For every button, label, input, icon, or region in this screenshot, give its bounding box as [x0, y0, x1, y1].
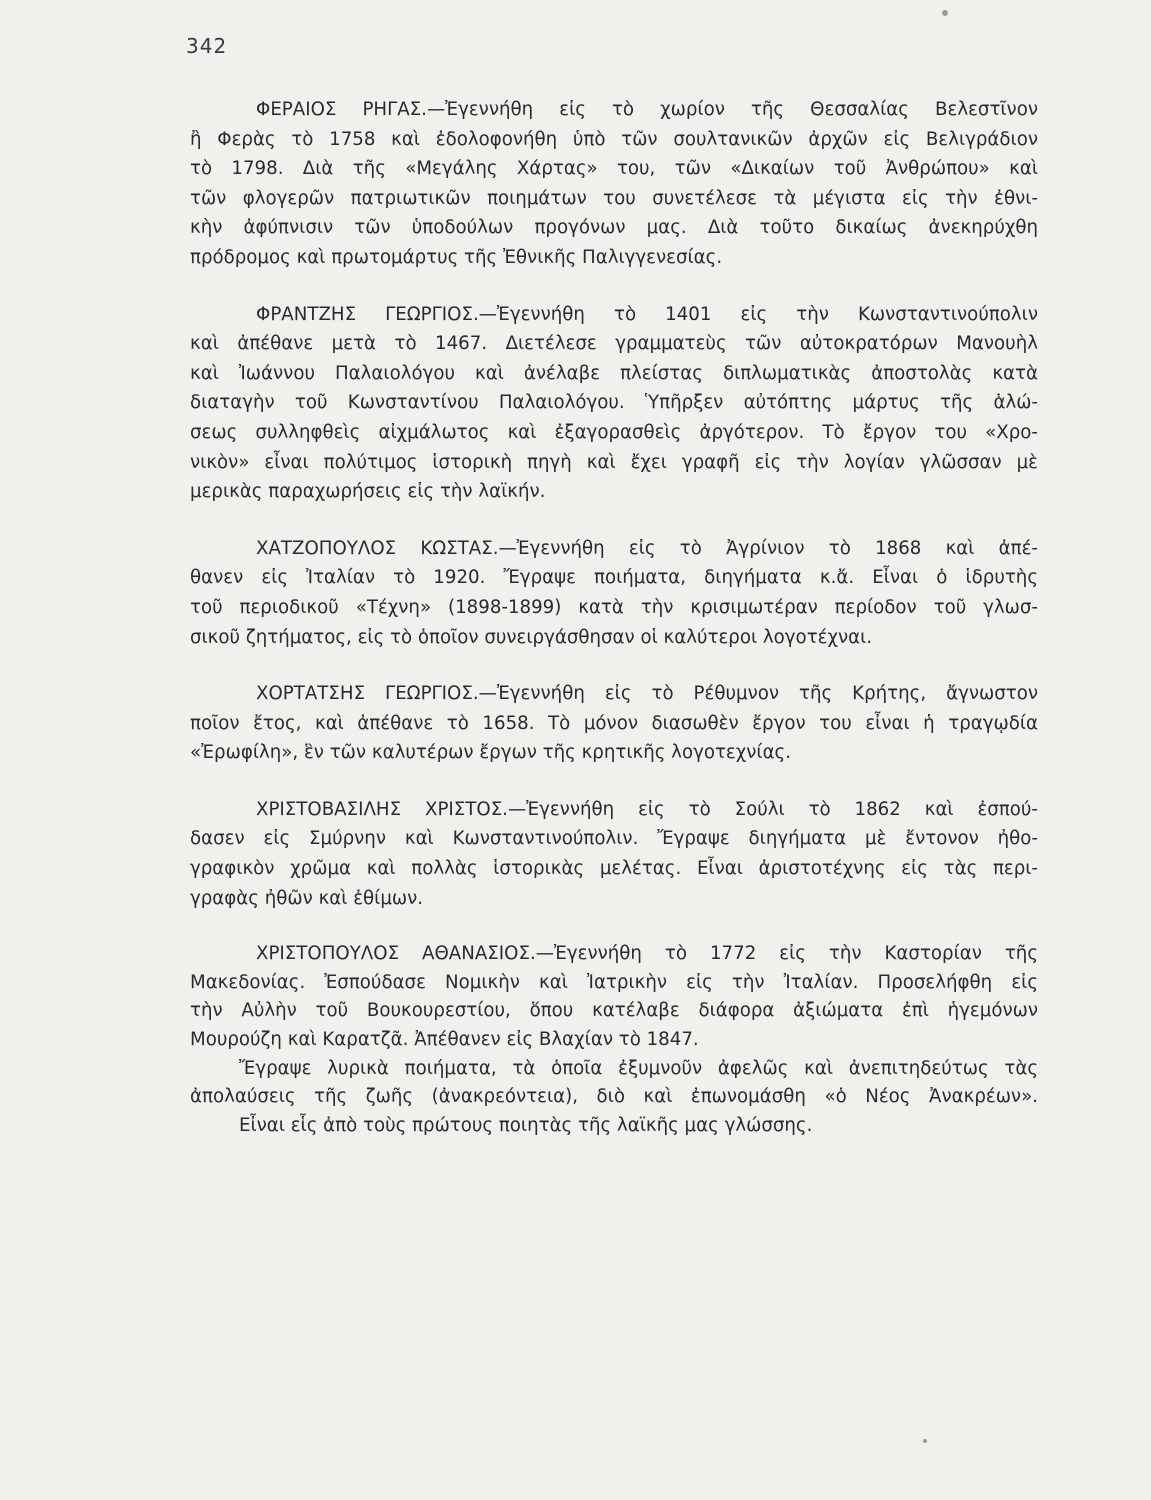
entry-line: τῶν φλογερῶν πατριωτικῶν ποιημάτων του συνετέλεσε τὰ μέγιστα εἰς τὴν ἐθνι-	[190, 187, 1038, 209]
entry-chortatsis-georgios	[190, 679, 1038, 768]
entry-line: τὸ 1798. Διὰ τῆς «Μεγάλης Χάρτας» του, τῶν «Δικαίων τοῦ Ἀνθρώπου» καὶ	[190, 158, 1038, 180]
entry-line: διαταγὴν τοῦ Κωνσταντίνου Παλαιολόγου. Ὑπῆρξεν αὐτόπτης μάρτυς τῆς ἁλώ-	[190, 392, 1038, 414]
entry-line: ἢ Φερὰς τὸ 1758 καὶ ἐδολοφονήθη ὑπὸ τῶν σουλτανικῶν ἀρχῶν εἰς Βελιγράδιον	[190, 128, 1038, 150]
entry-line: κὴν ἀφύπνισιν τῶν ὑποδούλων προγόνων μας. Διὰ τοῦτο δικαίως ἀνεκηρύχθη	[190, 217, 1038, 239]
glossary-entries	[190, 95, 1038, 1140]
entry-line: ΧΡΙΣΤΟΒΑΣΙΛΗΣ ΧΡΙΣΤΟΣ.—Ἐγεννήθη εἰς τὸ Σούλι τὸ 1862 καὶ ἐσπού-	[256, 798, 1038, 820]
entry-line: ἀπολαύσεις τῆς ζωῆς (ἀνακρεόντεια), διὸ καὶ ἐπωνομάσθη «ὁ Νέος Ἀνακρέων».	[190, 1086, 1038, 1108]
entry-line: δασεν εἰς Σμύρνην καὶ Κωνσταντινούπολιν. Ἔγραψε διηγήματα μὲ ἔντονον ἠθο-	[190, 828, 1038, 850]
entry-line: ΧΡΙΣΤΟΠΟΥΛΟΣ ΑΘΑΝΑΣΙΟΣ.—Ἐγεννήθη τὸ 1772 εἰς τὴν Καστορίαν τῆς	[256, 943, 1038, 965]
entry-christopoulos-athanasios	[190, 940, 1038, 1140]
entry-line: ΦΡΑΝΤΖΗΣ ΓΕΩΡΓΙΟΣ.—Ἐγεννήθη τὸ 1401 εἰς τὴν Κωνσταντινούπολιν	[256, 303, 1038, 325]
entry-line: ΦΕΡΑΙΟΣ ΡΗΓΑΣ.—Ἐγεννήθη εἰς τὸ χωρίον τῆς Θεσσαλίας Βελεστῖνον	[256, 99, 1038, 120]
entry-line: σικοῦ ζητήματος, εἰς τὸ ὁποῖον συνειργάσθησαν οἱ καλύτεροι λογοτέχναι.	[190, 626, 873, 648]
entry-line: γραφὰς ἠθῶν καὶ ἐθίμων.	[190, 887, 424, 909]
entry-chatzopoulos-kostas	[190, 534, 1038, 652]
entry-feraios-rigas	[190, 95, 1038, 273]
entry-line: μερικὰς παραχωρήσεις εἰς τὴν λαϊκήν.	[190, 481, 546, 503]
entry-line: γραφικὸν χρῶμα καὶ πολλὰς ἱστορικὰς μελέτας. Εἶναι ἀριστοτέχνης εἰς τὰς περι-	[190, 858, 1038, 880]
paper-speck	[923, 1439, 927, 1443]
paper-speck	[942, 10, 948, 16]
entry-line: τὴν Αὐλὴν τοῦ Βουκουρεστίου, ὅπου κατέλαβε διάφορα ἀξιώματα ἐπὶ ἡγεμόνων	[190, 1000, 1038, 1022]
entry-line: Μακεδονίας. Ἐσπούδασε Νομικὴν καὶ Ἰατρικὴν εἰς τὴν Ἰταλίαν. Προσελήφθη εἰς	[190, 971, 1038, 993]
entry-line: ΧΟΡΤΑΤΣΗΣ ΓΕΩΡΓΙΟΣ.—Ἐγεννήθη εἰς τὸ Ρέθυμνον τῆς Κρήτης, ἄγνωστον	[256, 683, 1038, 705]
entry-line: σεως συλληφθεὶς αἰχμάλωτος καὶ ἐξαγορασθεὶς ἀργότερον. Τὸ ἔργον του «Χρο-	[190, 421, 1038, 443]
entry-line: ΧΑΤΖΟΠΟΥΛΟΣ ΚΩΣΤΑΣ.—Ἐγεννήθη εἰς τὸ Ἀγρίνιον τὸ 1868 καὶ ἀπέ-	[256, 537, 1038, 559]
entry-line: ποῖον ἔτος, καὶ ἀπέθανε τὸ 1658. Τὸ μόνον διασωθὲν ἔργον του εἶναι ἡ τραγῳδία	[190, 712, 1038, 734]
entry-line: Μουρούζη καὶ Καρατζᾶ. Ἀπέθανεν εἰς Βλαχίαν τὸ 1847.	[190, 1029, 699, 1051]
entry-line: νικὸν» εἶναι πολύτιμος ἱστορικὴ πηγὴ καὶ ἔχει γραφῆ εἰς τὴν λογίαν γλῶσσαν μὲ	[190, 451, 1038, 473]
page-number: 342	[186, 34, 228, 58]
entry-line: πρόδρομος καὶ πρωτομάρτυς τῆς Ἐθνικῆς Παλιγγενεσίας.	[190, 246, 723, 268]
entry-line: θανεν εἰς Ἰταλίαν τὸ 1920. Ἔγραψε ποιήματα, διηγήματα κ.ἄ. Εἶναι ὁ ἱδρυτὴς	[190, 567, 1038, 589]
entry-frantzis-georgios	[190, 300, 1038, 507]
entry-line: Ἔγραψε λυρικὰ ποιήματα, τὰ ὁποῖα ἐξυμνοῦν ἀφελῶς καὶ ἀνεπιτηδεύτως τὰς	[239, 1057, 1038, 1079]
entry-line: Εἶναι εἷς ἀπὸ τοὺς πρώτους ποιητὰς τῆς λαϊκῆς μας γλώσσης.	[239, 1114, 813, 1136]
entry-line: καὶ ἀπέθανε μετὰ τὸ 1467. Διετέλεσε γραμματεὺς τῶν αὐτοκρατόρων Μανουὴλ	[190, 333, 1038, 355]
entry-christovasilis-christos	[190, 795, 1038, 913]
entry-line: τοῦ περιοδικοῦ «Τέχνη» (1898-1899) κατὰ τὴν κρισιμωτέραν περίοδον τοῦ γλωσ-	[190, 596, 1038, 618]
entry-line: «Ἐρωφίλη», ἓν τῶν καλυτέρων ἔργων τῆς κρητικῆς λογοτεχνίας.	[190, 742, 792, 764]
entry-line: καὶ Ἰωάννου Παλαιολόγου καὶ ἀνέλαβε πλείστας διπλωματικὰς ἀποστολὰς κατὰ	[190, 362, 1038, 384]
